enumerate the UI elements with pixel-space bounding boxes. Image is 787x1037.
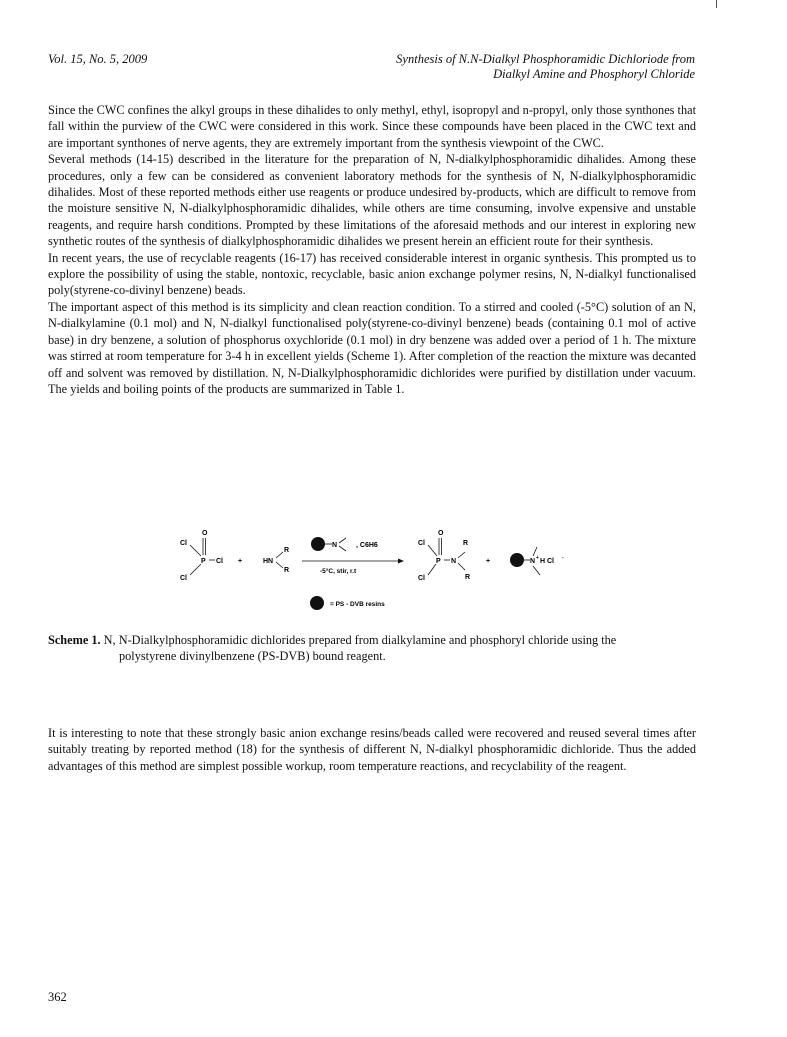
paragraph-recyclable: In recent years, the use of recyclable reagents (16-17) has received considerable interest in organic synthesis. This prompted us to explore the possibility of using the stable, nontoxic, recyclable, basic anion exchange polymer resins, N, N-dialkyl functionalised poly(styrene-co-divinyl benzene) beads.	[48, 250, 696, 298]
svg-text:HN: HN	[263, 558, 274, 565]
reaction-scheme	[170, 525, 590, 615]
scheme-caption-text-line-1: N, N-Dialkylphosphoramidic dichlorides prepared from dialkylamine and phosphoryl chloride using the	[103, 633, 617, 647]
body-text-section-2	[48, 725, 696, 774]
svg-text:N: N	[451, 558, 457, 565]
journal-volume-header: Vol. 15, No. 5, 2009	[48, 52, 148, 66]
body-text-section-1	[48, 102, 696, 397]
paragraph-methods: Several methods (14-15) described in the literature for the preparation of N, N-dialkylphosphoramidic dihalides. Among these procedures, only a few can be considered as convenient laboratory methods for the synthesis of N, N-dialkylphosphoramidic dihalides. Most of these reported methods either use reagents or produce undesired by-products, which are difficult to remove from the moisture sensitive N, N-dialkylphosphoramidic dihalides, while others are time consuming, involve expensive and unstable reagents, and require harsh conditions. Prompted by these limitations of the aforesaid methods and our interest in exploring new synthetic routes of the synthesis of dialkylphosphoramidic dihalides we present herein an efficient route for their synthesis.	[48, 152, 696, 249]
reaction-conditions: -5°C, stir, r.t	[320, 568, 357, 575]
article-title-header	[396, 52, 695, 82]
resin-hydrochloride-structure	[510, 547, 564, 575]
svg-text:P: P	[436, 558, 441, 565]
svg-text:Cl: Cl	[418, 575, 425, 582]
page-number: 362	[48, 990, 67, 1004]
paragraph-reuse: It is interesting to note that these strongly basic anion exchange resins/beads called were recovered and reused several times after suitably treating by reported method (18) for the synthesis of different N, N-dialkyl phosphoramidic dichloride. Thus the added advantages of this method are simplest possible workup, room temperature reactions, and recyclability of the reagent.	[48, 726, 696, 773]
resin-reagent-structure	[311, 537, 378, 551]
dialkylamine-structure	[263, 547, 289, 574]
svg-text:+: +	[536, 555, 539, 561]
svg-text:Cl: Cl	[418, 540, 425, 547]
scheme-caption-text-line-2: polystyrene divinylbenzene (PS-DVB) bound reagent.	[119, 649, 386, 664]
svg-text:O: O	[202, 530, 208, 537]
svg-text:, C6H6: , C6H6	[356, 542, 378, 549]
plus-sign-1: +	[238, 558, 243, 565]
svg-text:R: R	[284, 567, 290, 574]
svg-text:R: R	[463, 540, 469, 547]
header-title-line-2: Dialkyl Amine and Phosphoryl Chloride	[493, 67, 695, 81]
svg-text:O: O	[438, 530, 444, 537]
scheme-legend	[310, 596, 385, 610]
svg-text:= PS - DVB resins: = PS - DVB resins	[330, 601, 385, 608]
svg-text:H Cl: H Cl	[540, 558, 554, 565]
svg-text:N: N	[530, 558, 536, 565]
scheme-caption-label: Scheme 1.	[48, 633, 101, 647]
svg-text:R: R	[465, 574, 471, 581]
svg-text:N: N	[332, 542, 338, 549]
scheme-caption	[48, 632, 696, 665]
svg-text:P: P	[201, 558, 206, 565]
paragraph-cwc: Since the CWC confines the alkyl groups in these dihalides to only methyl, ethyl, isopropyl and n-propyl, only those synthones that fall within the purview of the CWC were considered in this work. Since these compounds have been placed in the CWC text and are important synthones of nerve agents, they are extremely important from the synthesis viewpoint of the CWC.	[48, 103, 696, 150]
page-edge-mark	[716, 0, 717, 8]
svg-text:Cl: Cl	[180, 540, 187, 547]
svg-text:-: -	[562, 555, 564, 561]
phosphoryl-chloride-structure	[180, 530, 223, 582]
plus-sign-2: +	[486, 558, 491, 565]
product-structure	[418, 530, 470, 582]
svg-text:R: R	[284, 547, 290, 554]
reaction-arrowhead	[398, 559, 404, 564]
svg-text:Cl: Cl	[216, 558, 223, 565]
header-title-line-1: Synthesis of N.N-Dialkyl Phosphoramidic Dichloriode from	[396, 52, 695, 66]
svg-text:Cl: Cl	[180, 575, 187, 582]
paragraph-procedure: The important aspect of this method is its simplicity and clean reaction condition. To a stirred and cooled (-5°C) solution of an N, N-dialkylamine (0.1 mol) and N, N-dialkyl functionalised poly(styrene-co-divinyl benzene) beads (containing 0.1 mol of active base) in dry benzene, a solution of phosphorus oxychloride (0.1 mol) in dry benzene was added over a period of 1 h. The mixture was stirred at room temperature for 3-4 h in excellent yields (Scheme 1). After completion of the reaction the mixture was decanted off and solvent was removed by distillation. N, N-Dialkylphosphoramidic dichlorides were purified by distillation under vacuum. The yields and boiling points of the products are summarized in Table 1.	[48, 299, 696, 396]
